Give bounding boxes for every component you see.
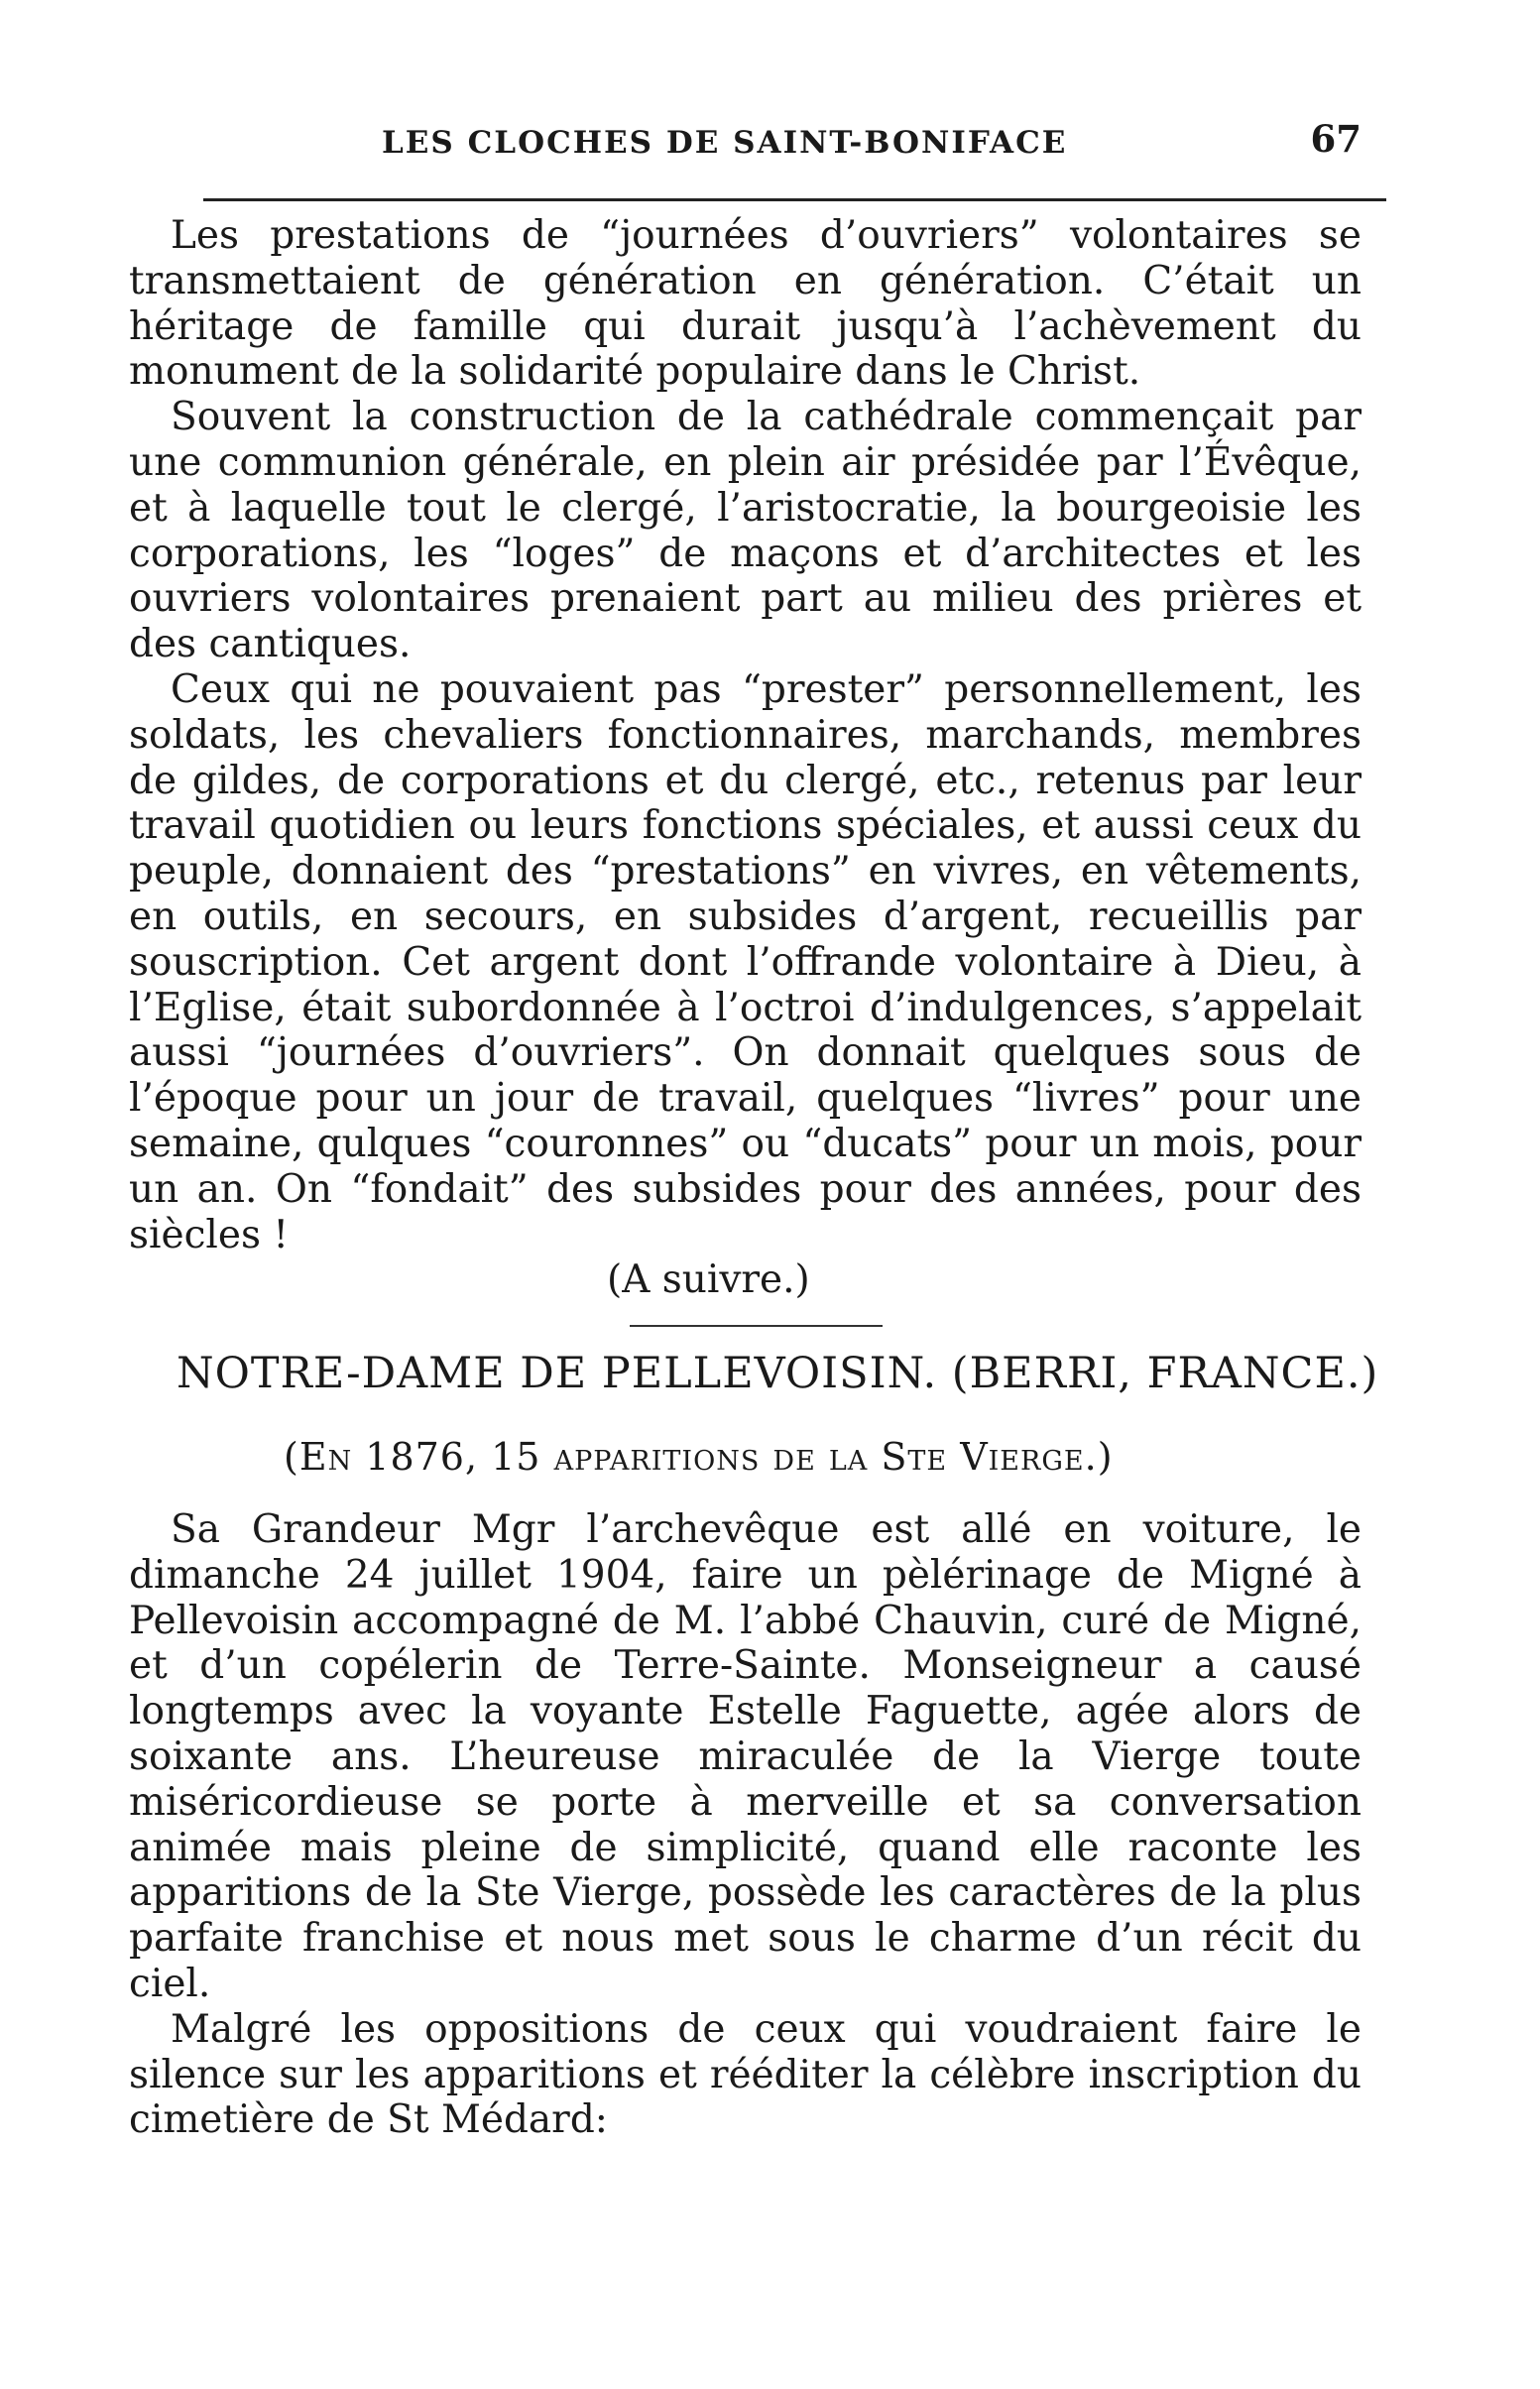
continued-article [129,213,1362,1257]
continuation-note: (A suivre.) [607,1257,810,1302]
page-number: 67 [1310,117,1362,161]
new-article [129,1507,1362,2143]
header-rule [203,198,1386,201]
paragraph: Les prestations de “journées d’ouvriers” volontaires se transmettaient de génération en génération. C’était un héritage de famille qui durait jusqu’à l’achèvement du monument de la solidarité populaire dans le Christ. [129,213,1362,395]
running-title: LES CLOCHES DE SAINT-BONIFACE [382,125,1068,161]
page-header [129,117,1362,177]
paragraph: Ceux qui ne pouvaient pas “prester” personnellement, les soldats, les chevaliers fonctionnaires, marchands, membres de gildes, de corporations et du clergé, etc., retenus par leur travail quotidien ou leurs fonctions spéciales, et aussi ceux du peuple, donnaient des “prestations” en vivres, en vêtements, en outils, en secours, en subsides d’argent, recueillis par souscription. Cet argent dont l’offrande volontaire à Dieu, à l’Eglise, était subordonnée à l’octroi d’indulgences, s’appelait aussi “journées d’ouvriers”. On donnait quelques sous de l’époque pour un jour de travail, quelques “livres” pour une semaine, qulques “couronnes” ou “ducats” pour un mois, pour un an. On “fondait” des subsides pour des années, pour des siècles ! [129,666,1362,1257]
article-subtitle: (En 1876, 15 apparitions de la Ste Vierge.) [284,1435,1114,1479]
section-divider [630,1325,883,1327]
paragraph: Souvent la construction de la cathédrale commençait par une communion générale, en plein air présidée par l’Évêque, et à laquelle tout le clergé, l’aristocratie, la bourgeoisie les corporations, les “loges” de maçons et d’architectes et les ouvriers volontaires prenaient part au milieu des prières et des cantiques. [129,395,1362,667]
paragraph: Malgré les oppositions de ceux qui voudraient faire le silence sur les apparitions et rééditer la célèbre inscription du cimetière de St Médard: [129,2006,1362,2143]
paragraph: Sa Grandeur Mgr l’archevêque est allé en voiture, le dimanche 24 juillet 1904, faire un pèlérinage de Migné à Pellevoisin accompagné de M. l’abbé Chauvin, curé de Migné, et d’un copélerin de Terre-Sainte. Monseigneur a causé longtemps avec la voyante Estelle Faguette, agée alors de soixante ans. L’heureuse miraculée de la Vierge toute miséricordieuse se porte à merveille et sa conversation animée mais pleine de simplicité, quand elle raconte les apparitions de la Ste Vierge, possède les caractères de la plus parfaite franchise et nous met sous le charme d’un récit du ciel. [129,1507,1362,2006]
article-title: NOTRE-DAME DE PELLEVOISIN. (BERRI, FRANCE.) [177,1349,1379,1398]
